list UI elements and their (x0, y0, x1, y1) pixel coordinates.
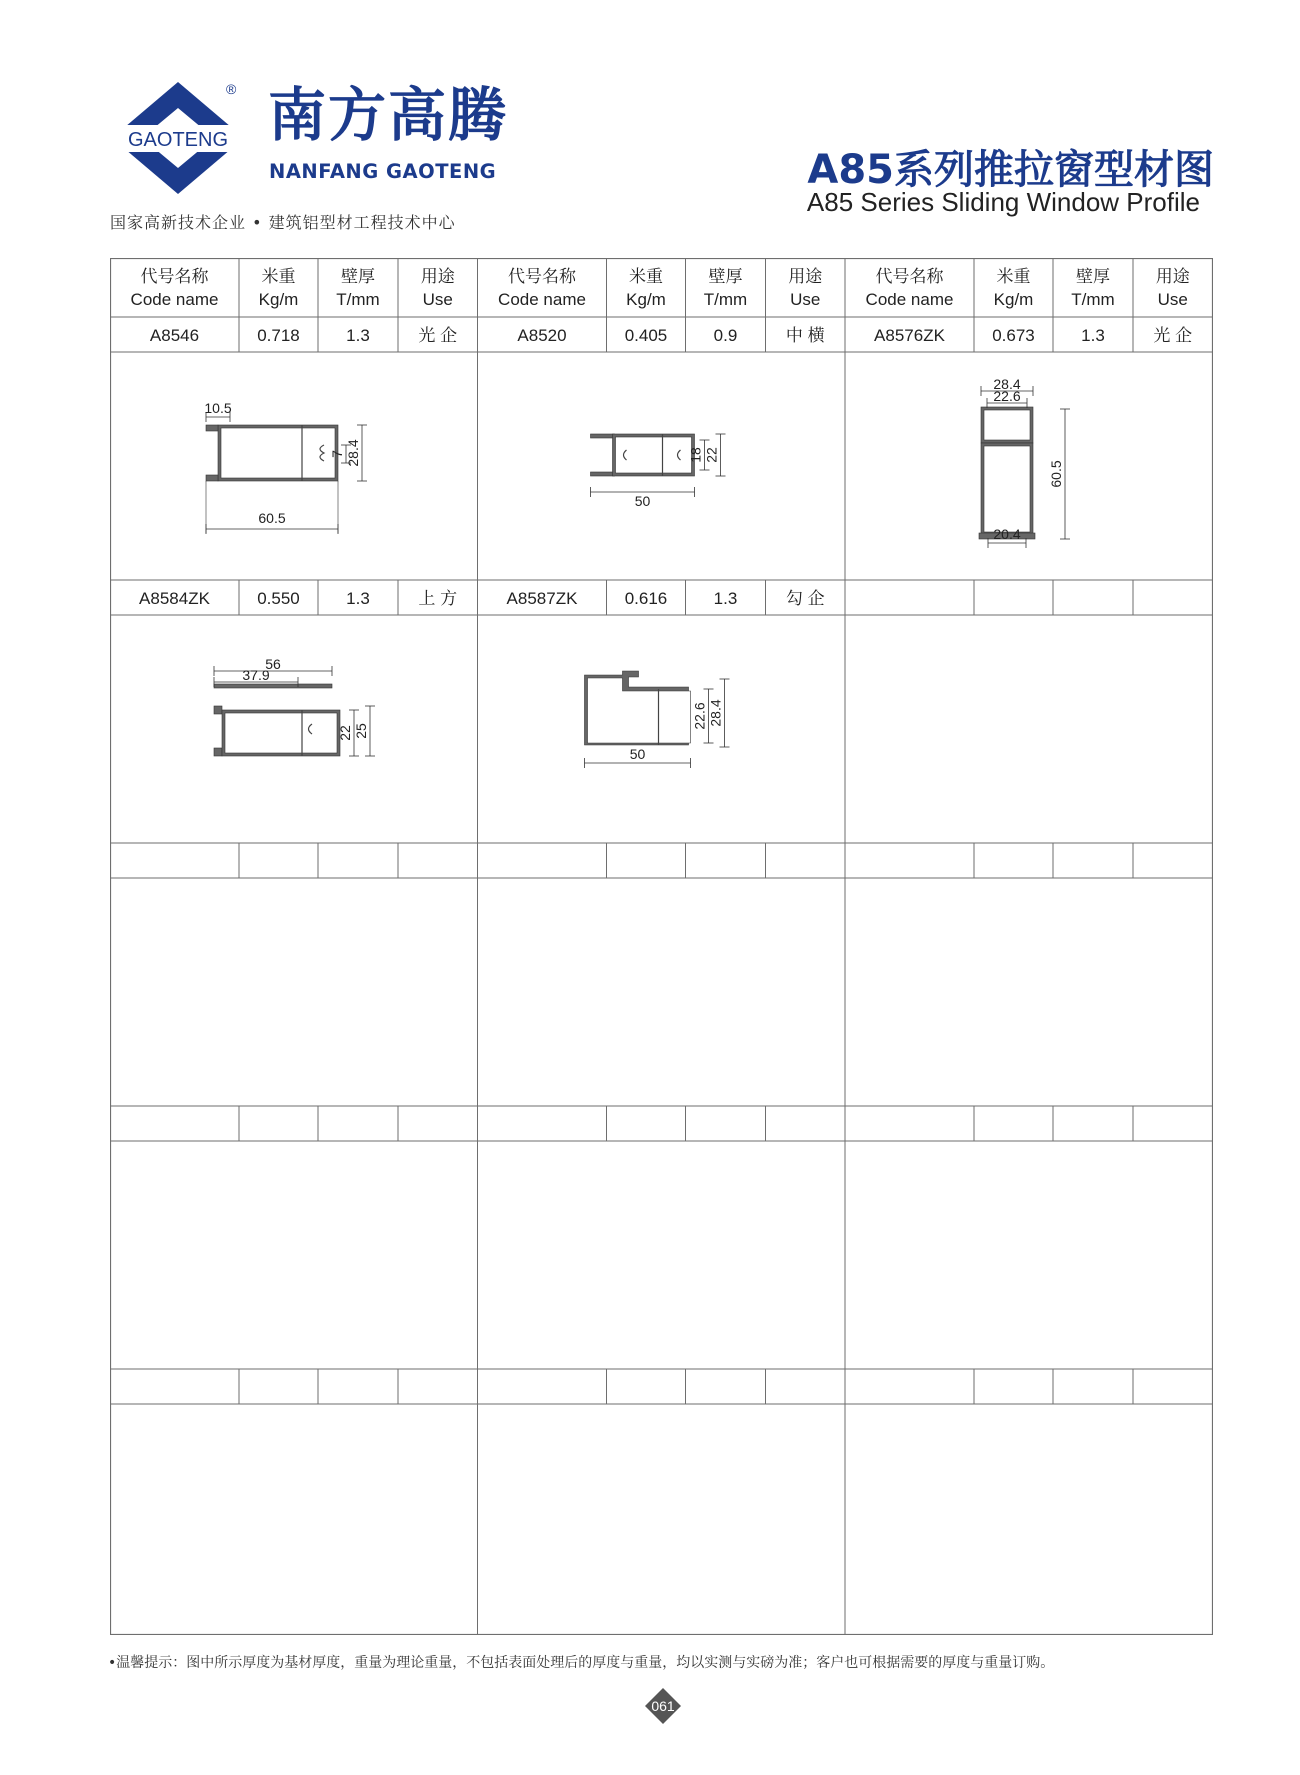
header-cn: 用途 (420, 267, 455, 286)
brand-tagline: 国家高新技术企业 • 建筑铝型材工程技术中心 (110, 213, 456, 232)
dimension-label: 56 (265, 656, 281, 672)
brand-name-cn: 南方高腾 (268, 81, 509, 149)
header-cn: 代号名称 (140, 267, 209, 286)
cell-weight: 0.550 (257, 589, 300, 608)
cell-code: A8576ZK (874, 326, 945, 345)
header-en: Use (790, 290, 821, 309)
cell-thickness: 1.3 (346, 326, 370, 345)
header-cn: 壁厚 (1076, 267, 1110, 286)
header-cn: 米重 (261, 267, 296, 286)
cell-code: A8546 (149, 326, 200, 345)
a8584zk-body-inner (225, 713, 337, 753)
dimension-label: 20.4 (993, 526, 1021, 542)
gaoteng-logo (108, 78, 248, 198)
page-number: 061 (651, 1698, 675, 1714)
a8584zk-clip (214, 706, 222, 714)
dimension-label: 22.6 (691, 702, 708, 730)
cell-use: 上 方 (418, 589, 458, 608)
a8546-body-inner (221, 428, 335, 478)
page-title-en: A85 Series Sliding Window Profile (806, 187, 1200, 217)
header-en: T/mm (336, 290, 380, 309)
a8520-top-flange (591, 434, 615, 438)
dimension-label: 50 (629, 746, 646, 762)
dimension-label: 50 (634, 493, 651, 509)
header-en: Use (422, 290, 453, 309)
header-en: Code name (865, 290, 954, 309)
header-cn: 代号名称 (875, 267, 944, 286)
cell-use: 中 横 (785, 326, 825, 345)
profile-a8576zk (979, 376, 1070, 548)
cell-code: A8520 (517, 326, 567, 345)
cell-weight: 0.616 (624, 589, 668, 608)
dimension-label: 25 (353, 723, 369, 739)
registered-mark-icon: ® (226, 81, 237, 97)
cell-thickness: 0.9 (713, 326, 738, 345)
a8584zk-top (214, 684, 332, 688)
a8520-bottom-flange (591, 472, 615, 476)
page-title-cn: A85系列推拉窗型材图 (807, 147, 1214, 193)
header-en: Kg/m (993, 290, 1034, 309)
dimension-label: 22.6 (993, 388, 1021, 404)
a8576zk-bottom-inner (984, 446, 1030, 532)
cell-weight: 0.718 (257, 326, 300, 345)
dimension-label: 60.5 (1048, 460, 1064, 488)
cell-weight: 0.405 (624, 326, 668, 345)
cell-code: A8584ZK (139, 589, 210, 608)
header-cn: 用途 (1155, 267, 1190, 286)
footnote: •温馨提示：图中所示厚度为基材厚度，重量为理论重量，不包括表面处理后的厚度与重量，均以实测与实磅为准；客户也可根据需要的厚度与重量订购。 (108, 1655, 1055, 1671)
cell-use: 光 企 (1153, 326, 1193, 345)
dimension-label: 22 (703, 447, 720, 463)
header-cn: 壁厚 (341, 267, 375, 286)
header-cn: 壁厚 (708, 267, 743, 286)
cell-thickness: 1.3 (346, 589, 370, 608)
cell-use: 勾 企 (785, 589, 825, 608)
dimension-label: 7 (329, 450, 345, 458)
dimension-label: 28.4 (707, 699, 724, 727)
a8584zk-clip (214, 748, 222, 756)
header-cn: 用途 (788, 267, 823, 286)
header-en: Use (1157, 290, 1188, 309)
cell-weight: 0.673 (992, 326, 1035, 345)
dimension-label: 37.9 (242, 667, 270, 683)
cell-thickness: 1.3 (1081, 326, 1105, 345)
header-cn: 代号名称 (508, 267, 576, 286)
header-en: Code name (130, 290, 219, 309)
dimension-label: 10.5 (204, 400, 232, 416)
page-number-badge (645, 1688, 681, 1724)
dimension-label: 22 (337, 725, 353, 741)
dimension-label: 28.4 (993, 376, 1021, 392)
header-en: T/mm (703, 290, 748, 309)
profile-a8520 (591, 434, 726, 509)
cell-code: A8587ZK (506, 589, 578, 608)
a8576zk-top-inner (984, 410, 1030, 440)
logo-text: GAOTENG (127, 129, 229, 151)
profile-table (110, 258, 1213, 1635)
a8546-flange (206, 475, 218, 481)
brand-name-en: NANFANG GAOTENG (269, 160, 497, 183)
dimension-label: 28.4 (345, 439, 361, 467)
header-en: Code name (498, 290, 586, 309)
header-cn: 米重 (996, 267, 1031, 286)
header-en: Kg/m (626, 290, 666, 309)
profile-a8584zk (214, 656, 375, 756)
header-en: T/mm (1071, 290, 1115, 309)
dimension-label: 60.5 (258, 510, 286, 526)
a8546-flange (206, 425, 218, 431)
header-cn: 米重 (629, 267, 663, 286)
header-en: Kg/m (258, 290, 299, 309)
a8520-body-inner (616, 437, 692, 473)
cell-use: 光 企 (418, 326, 458, 345)
profile-a8587zk (585, 671, 730, 768)
profile-drawings (204, 376, 1070, 768)
dimension-label: 18 (687, 447, 704, 463)
cell-thickness: 1.3 (713, 589, 738, 608)
profile-a8546 (204, 400, 367, 534)
